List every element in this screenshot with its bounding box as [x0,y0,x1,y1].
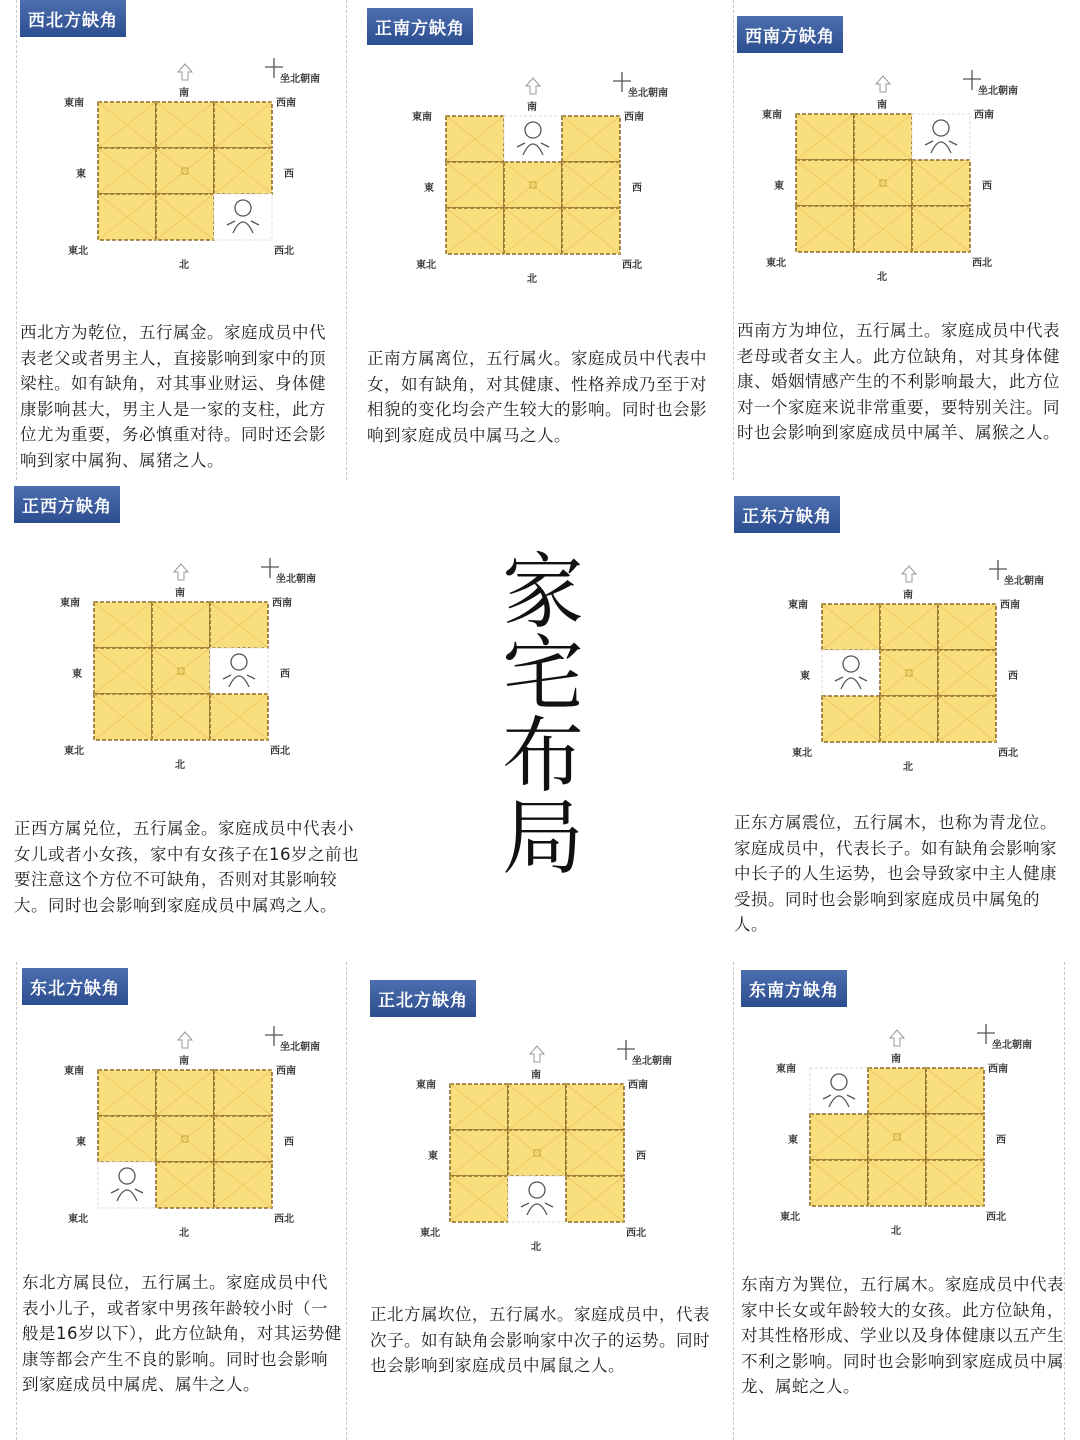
panel-text: 东南方为巽位，五行属木。家庭成员中代表家中长女或年龄较大的女孩。此方位缺角，对其性格形成、学业以及身体健康以五产生不利之影响。同时也会影响到家庭成员中属龙、属蛇之人。 [741,1275,1064,1396]
label-northwest: 西北 [986,1212,1006,1223]
label-southwest: 西南 [276,98,296,109]
label-west: 西 [636,1151,646,1162]
arrow-up-icon [530,1046,544,1062]
panel-title: 正东方缺角 [734,496,840,533]
label-southwest: 西南 [974,110,994,121]
label-south: 南 [531,1070,541,1081]
arrow-up-icon [526,78,540,94]
label-northeast: 東北 [766,258,786,269]
separator [733,0,734,480]
label-west: 西 [996,1135,1006,1146]
label-northeast: 東北 [416,260,436,271]
arrow-up-icon [178,1032,192,1048]
label-west: 西 [1008,671,1018,682]
panel-text: 正东方属震位，五行属木，也称为青龙位。家庭成员中，代表长子。如有缺角会影响家中长子的人生运势，也会导致家中主人健康受损。同时也会影响到家庭成员中属兔的人。 [734,813,1057,934]
compass-label: 坐北朝南 [992,1040,1032,1051]
compass-label: 坐北朝南 [628,88,668,99]
house-diagram [400,72,668,290]
label-northeast: 東北 [64,746,84,757]
separator [346,0,347,480]
label-east: 東 [800,671,810,682]
panel-text: 正西方属兑位，五行属金。家庭成员中代表小女儿或者小女孩，家中有女孩子在16岁之前也要注意这个方位不可缺角，否则对其影响较大。同时也会影响到家庭成员中属鸡之人。 [14,819,359,915]
arrow-up-icon [890,1030,904,1046]
label-southeast: 東南 [788,600,808,611]
label-northeast: 東北 [420,1228,440,1239]
label-north: 北 [175,760,185,771]
separator [16,0,17,480]
label-northeast: 東北 [68,1214,88,1225]
label-southwest: 西南 [1000,600,1020,611]
label-northwest: 西北 [274,1214,294,1225]
panel-text: 西南方为坤位，五行属土。家庭成员中代表老母或者女主人。此方位缺角，对其身体健康、婚姻情感产生的不利影响最大，此方位对一个家庭来说非常重要，要特别关注。同时也会影响到家庭成员中属羊、属猴之人。 [737,321,1060,442]
house-diagram [776,560,1044,778]
label-northeast: 東北 [780,1212,800,1223]
label-northwest: 西北 [270,746,290,757]
panel-title: 西南方缺角 [737,16,843,53]
label-northwest: 西北 [972,258,992,269]
label-east: 東 [428,1151,438,1162]
arrow-up-icon [174,564,188,580]
label-southeast: 東南 [64,1066,84,1077]
compass-label: 坐北朝南 [280,74,320,85]
label-northwest: 西北 [998,748,1018,759]
house-diagram [764,1024,1032,1242]
panel-title: 正南方缺角 [367,8,473,45]
label-east: 東 [424,183,434,194]
compass-label: 坐北朝南 [1004,576,1044,587]
missing-corner [810,1068,868,1114]
label-southeast: 東南 [64,98,84,109]
missing-corner [98,1162,156,1208]
panel-text: 正北方属坎位，五行属水。家庭成员中，代表次子。如有缺角会影响家中次子的运势。同时也会影响到家庭成员中属鼠之人。 [370,1305,710,1375]
missing-corner [214,194,272,240]
label-southeast: 東南 [412,112,432,123]
compass-label: 坐北朝南 [632,1056,672,1067]
label-west: 西 [632,183,642,194]
separator [733,962,734,1440]
label-northwest: 西北 [274,246,294,257]
label-southwest: 西南 [276,1066,296,1077]
label-north: 北 [527,274,537,285]
house-diagram [750,70,1018,288]
panel-title: 正西方缺角 [14,486,120,523]
label-southwest: 西南 [624,112,644,123]
label-southwest: 西南 [272,598,292,609]
label-south: 南 [179,88,189,99]
label-northeast: 東北 [792,748,812,759]
label-north: 北 [877,272,887,283]
label-west: 西 [982,181,992,192]
label-southeast: 東南 [60,598,80,609]
arrow-up-icon [902,566,916,582]
label-southwest: 西南 [988,1064,1008,1075]
label-south: 南 [527,102,537,113]
label-northwest: 西北 [622,260,642,271]
arrow-up-icon [876,76,890,92]
label-east: 東 [788,1135,798,1146]
label-east: 東 [774,181,784,192]
compass-label: 坐北朝南 [280,1042,320,1053]
label-east: 東 [72,669,82,680]
label-southwest: 西南 [628,1080,648,1091]
panel-title: 正北方缺角 [370,980,476,1017]
missing-corner [912,114,970,160]
label-north: 北 [179,260,189,271]
label-south: 南 [877,100,887,111]
label-south: 南 [903,590,913,601]
panel-text: 正南方属离位，五行属火。家庭成员中代表中女，如有缺角，对其健康、性格养成乃至于对相貌的变化均会产生较大的影响。同时也会影响到家庭成员中属马之人。 [367,349,707,445]
label-south: 南 [179,1056,189,1067]
label-east: 東 [76,1137,86,1148]
label-west: 西 [280,669,290,680]
label-northwest: 西北 [626,1228,646,1239]
missing-corner [210,648,268,694]
house-diagram [404,1040,672,1258]
compass-label: 坐北朝南 [978,86,1018,97]
separator [16,962,17,1440]
panel-title: 东南方缺角 [741,970,847,1007]
label-north: 北 [179,1228,189,1239]
label-north: 北 [903,762,913,773]
label-southeast: 東南 [776,1064,796,1075]
main-title: 家 宅 布 局 [501,545,584,886]
panel-text: 东北方属艮位，五行属土。家庭成员中代表小儿子，或者家中男孩年龄较小时（一般是16岁以下），此方位缺角，对其运势健康等都会产生不良的影响。同时也会影响到家庭成员中属虎、属牛之人。 [22,1273,342,1394]
compass-label: 坐北朝南 [276,574,316,585]
label-north: 北 [531,1242,541,1253]
label-east: 東 [76,169,86,180]
missing-corner [504,116,562,162]
label-west: 西 [284,1137,294,1148]
label-northeast: 東北 [68,246,88,257]
label-north: 北 [891,1226,901,1237]
separator [346,962,347,1440]
missing-corner [508,1176,566,1222]
panel-title: 东北方缺角 [22,968,128,1005]
label-southeast: 東南 [762,110,782,121]
label-south: 南 [175,588,185,599]
house-diagram [52,1026,320,1244]
house-diagram [52,58,320,276]
arrow-up-icon [178,64,192,80]
label-southeast: 東南 [416,1080,436,1091]
panel-text: 西北方为乾位，五行属金。家庭成员中代表老父或者男主人，直接影响到家中的顶梁柱。如有缺角，对其事业财运、身体健康影响甚大，男主人是一家的支柱，此方位尤为重要，务必慎重对待。同时还会影响到家中属狗、属猪之人。 [20,323,326,470]
label-south: 南 [891,1054,901,1065]
missing-corner [822,650,880,696]
panel-title: 西北方缺角 [20,0,126,37]
label-west: 西 [284,169,294,180]
house-diagram [48,558,316,776]
